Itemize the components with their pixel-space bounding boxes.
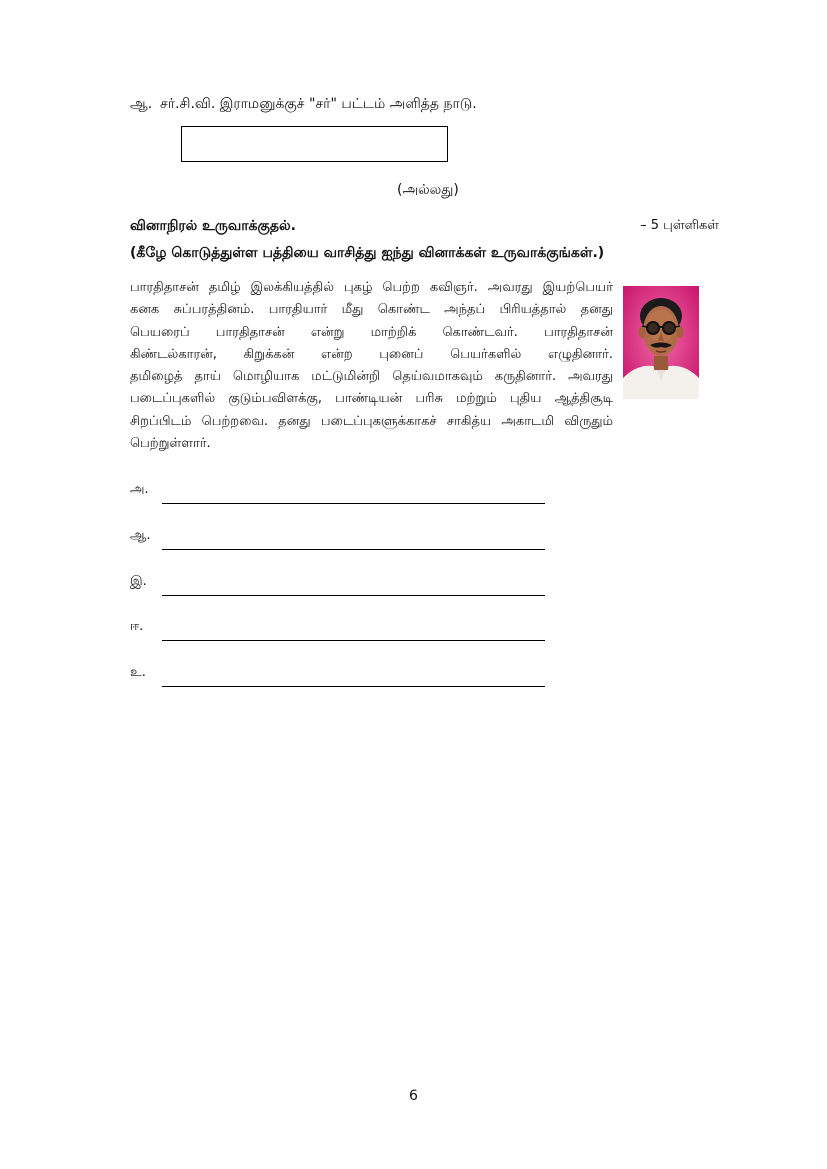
passage-line: சிறப்பிடம் பெற்றவை. தனது படைப்புகளுக்காகச் சாகித்ய அகாடமி விருதும் — [130, 413, 613, 429]
answer-line-1[interactable] — [130, 482, 550, 506]
passage-line: கிண்டல்காரன், கிறுக்கன் என்ற புனைப் பெயர்களில் எழுதினார். — [130, 346, 613, 362]
answer-box[interactable] — [181, 126, 448, 162]
passage — [130, 277, 613, 455]
answer-underline — [162, 595, 545, 596]
answer-label: இ. — [130, 574, 147, 589]
answer-underline — [162, 503, 545, 504]
section-title: வினாநிரல் உருவாக்குதல். — [130, 218, 296, 234]
marks-label: – 5 புள்ளிகள் — [640, 218, 719, 233]
passage-line: கனக சுப்பரத்தினம். பாரதியார் மீது கொண்ட அந்தப் பிரியத்தால் தனது — [130, 302, 613, 318]
passage-line: தமிழைத் தாய் மொழியாக மட்டுமின்றி தெய்வமாகவும் கருதினார். அவரது — [130, 369, 613, 385]
passage-line: பெயரைப் பாரதிதாசன் என்று மாற்றிக் கொண்டவர். பாரதிதாசன் — [130, 324, 613, 340]
passage-line: பாரதிதாசன் தமிழ் இலக்கியத்தில் புகழ் பெற்ற கவிஞர். அவரது இயற்பெயர் — [130, 280, 613, 295]
answer-line-5[interactable] — [130, 665, 550, 689]
poet-portrait — [623, 286, 699, 399]
section-instruction: (கீழே கொடுத்துள்ள பத்தியை வாசித்து ஐந்து வினாக்கள் உருவாக்குங்கள்.) — [130, 245, 605, 261]
answer-line-3[interactable] — [130, 574, 550, 598]
answer-label: ஈ. — [130, 619, 144, 634]
answer-underline — [162, 549, 545, 550]
answer-underline — [162, 640, 545, 641]
answer-line-2[interactable] — [130, 528, 550, 552]
answer-underline — [162, 686, 545, 687]
or-separator: (அல்லது) — [397, 182, 459, 198]
question-text: சர்.சி.வி. இராமனுக்குச் "சர்" பட்டம் அளித்த நாடு. — [160, 96, 477, 112]
answer-label: அ. — [130, 482, 149, 497]
answer-label: ஆ. — [130, 528, 151, 543]
page-number: 6 — [409, 1088, 418, 1104]
passage-line: படைப்புகளில் குடும்பவிளக்கு, பாண்டியன் பரிசு மற்றும் புதிய ஆத்திசூடி — [130, 391, 613, 407]
passage-line: பெற்றுள்ளார். — [130, 436, 211, 452]
question-label: ஆ. — [130, 96, 153, 112]
answer-label: உ. — [130, 665, 146, 680]
answer-line-4[interactable] — [130, 619, 550, 643]
